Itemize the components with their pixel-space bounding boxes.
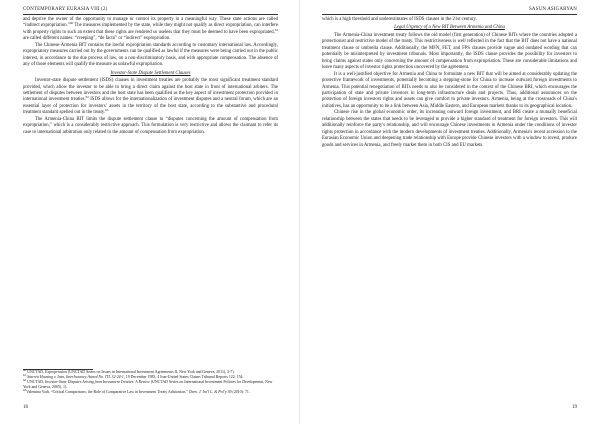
header-rule: [23, 14, 278, 15]
footnote: $^{60}$ UNCTAD, Expropriation (UNCTAD Series on Issues in International Investment Agreements II, New York and Geneva, 2011), 5-7).: [23, 368, 235, 374]
paragraph: The Armenia-China investment treaty follows the old model (first generation) of Chinese BITs where the countries adopted a protectionist and restrictive model of the treaty. This restrictiveness is well reflected in the fact that the BIT does not have a national treatment clause or umbrella clause. Additionally, the MFN, FET, and FPS clauses provide vague and outdated wording that can potentially be misinterpreted by investment tribunals. Most importantly, the ISDS clause provides the possibility for investors to bring claims against states only concerning the amount of compensation from expropriation. These are considerable limitations and leave many aspects of investor rights protection uncovered by the agreement.: [322, 32, 577, 71]
paragraph: and deprive the owner of the opportunity to manage or control its property in a meaningful way. These state actions are called “indirect expropriation.”$^{60}$ The measures implemented by the state, while they might not qualify as direct expropriation, can interfere with property rights to such an extent that these rights are rendered so useless that they must be deemed to have been expropriated,$^{61}$ are called different names: “creeping”, “de facto” or “indirect” expropriation.: [23, 17, 279, 42]
paragraph: The Chinese-Armenia BIT contains the lawful expropriation standards according to customary international law. Accordingly, expropriatory measures carried out by the governments can be qualified as lawful if the measures were being carried out in the public interest, in accordance to the due process of law, on a non-discriminatory basis, and with appropriate compensation. The absence of any of those elements will qualify the measure as unlawful expropriation.: [23, 42, 278, 68]
paragraph: It is a well-justified objective for Armenia and China to formulate a new BIT that will be aimed at considerably updating the protective framework of investments, potentially becoming a stepping-stone for China to increase outward foreign investments to Armenia. This potential renegotiation of BITs needs to also be considered in the context of the Chinese BRI, which encourages the participation of state and private investors in long-term infrastructure deals and projects. Thus, additional assurances on the protection of foreign investors rights and assets can give comfort to private investors. Armenia, being at the crossroads of China's initiatives, has an opportunity to be a link between Asia, Middle Eastern, and European markets thanks to its geographical location.: [322, 71, 577, 109]
footnote-ref: 62: [85, 95, 89, 100]
section-subheading: Legal Urgency of a New BIT Between Armenia and China: [394, 25, 505, 31]
footnote-ref: 61: [274, 27, 278, 32]
header-rule: [322, 14, 577, 15]
right-body-column: [322, 17, 577, 149]
page-number-right: 19: [572, 405, 577, 410]
footnote: $^{61}$ Starrett Housing v. Iran, Interlocutory Award No. ITL 32-24-1, 19 December 1983, 4 Iran-United States Claims Tribunal Reports 122, 154.: [23, 372, 244, 379]
right-page: [300, 0, 600, 424]
running-head-left: CONTEMPORARY EURASIA VIII (2): [23, 7, 108, 12]
footnote-ref: 60: [69, 21, 74, 26]
paragraph: The Armenia-China BIT limits the dispute settlement clause to “disputes concerning the amount of compensation from expropriation,” which is a considerably restrictive approach. This formulation is very restrictive and allows the claimant to refer its case to international arbitration only related to the amount of compensation from expropriation.: [23, 116, 278, 135]
left-body-column: [23, 17, 278, 136]
section-subheading: Investor-State Dispute Settlement Clauses: [110, 70, 191, 76]
page-number-left: 18: [23, 405, 28, 410]
running-head-right: SASUN ASIGARYAN: [529, 7, 577, 12]
footnote-ref: 63: [105, 108, 109, 113]
paragraph: Investor-state dispute settlement (ISDS) clauses in investment treaties are probably the most significant treatment standard provided, which allow the investor to be able to bring a direct claim against the host state in front of international arbiters. The settlement of disputes between investors and the host state has been qualified as the key aspect of investment protection provided in international investment treaties.$^{62}$ ISDS allows for the internationalization of investment disputes and a neutral forum, which are an essential layer of protection for investors’ assets in the territory of the host state, according to the substantive and procedural treatment standard spelled out in the treaty.$^{63}$: [23, 78, 278, 116]
footnotes: [23, 370, 278, 395]
footnote: $^{63}$Valentina Vadi, “Critical Comparisons: the Role of Comparative Law in Investment Treaty Arbitration,” Denv. J. Int’l L. & Pol’y 39 (2010): 71.: [23, 387, 250, 394]
footnote: $^{62}$ UNCTAD, Investor-State Disputes Arising from Investment Treaties: A Review (UNCTAD Series on International Investment Policies for Development, New York and Geneva, 2005), 1).: [23, 377, 273, 389]
paragraph: which is a high threshold and underestimates of ISDS clauses in the 21st century.: [322, 17, 477, 22]
paragraph: Chinese rise in the global economic order, its increasing outward foreign investment, and BRI create a mutually beneficial relationship between the states that needs to be leveraged to provide a higher standard of treatment for foreign investors. This will additionally reinforce the party's relationship, and will encourage Chinese investments in Armenia under the conditions of investor rights protection in accordance with the modern developments of investment treaties. Additionally, Armenia's recent accession to the Eurasian Economic Union and deepening trade relationship with Europe provide Chinese investors with a window to invest, produce goods and services in Armenia, and freely market them in both CIS and EU markets.: [322, 110, 577, 148]
